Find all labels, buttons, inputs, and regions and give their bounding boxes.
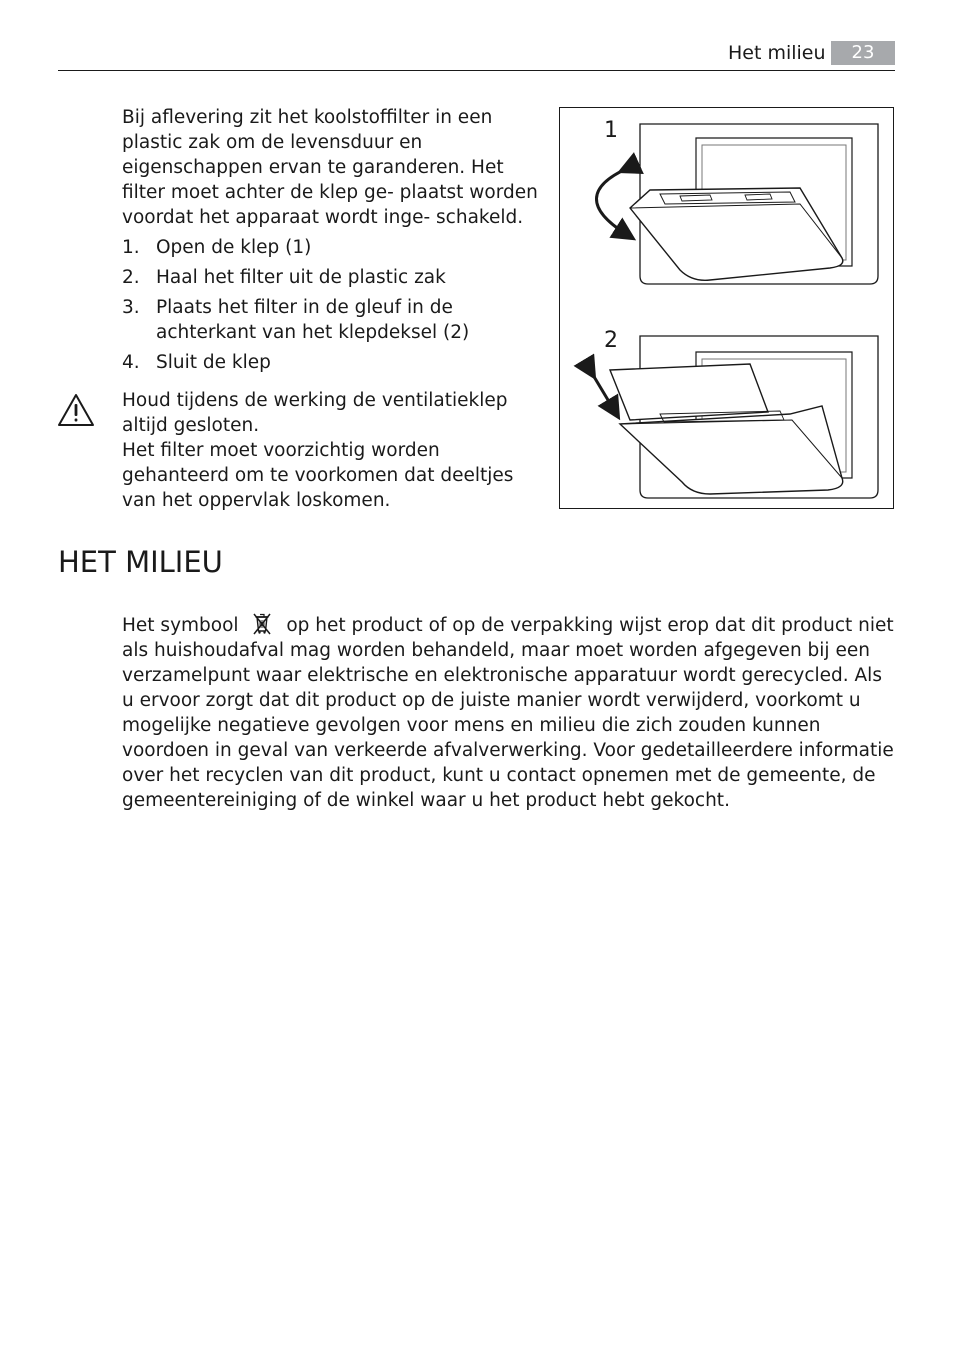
step-number: 2. <box>122 267 140 288</box>
environment-paragraph <box>122 611 897 813</box>
step-number: 3. <box>122 297 140 318</box>
header-rule <box>58 70 895 71</box>
list-item <box>122 350 552 375</box>
filter-insert-drawing <box>590 336 878 498</box>
environment-text-start: Het symbool <box>122 615 239 636</box>
step-number: 4. <box>122 352 140 373</box>
figure-label-2: 2 <box>604 328 618 353</box>
intro-paragraph: Bij aflevering zit het koolstoffilter in een plastic zak om de levensduur en eigenschappen ervan te garanderen. Het filter moet achter de klep ge- plaatst worden voordat het apparaat wordt inge- schakeld. <box>122 107 538 228</box>
page-number: 23 <box>831 41 895 65</box>
list-item <box>122 235 552 260</box>
section-heading: HET MILIEU <box>58 545 223 579</box>
filter-illustration <box>559 107 894 509</box>
warning-text <box>122 388 552 513</box>
warning-line-2: Het filter moet voorzichtig worden gehanteerd om te voorkomen dat deeltjes van het oppervlak loskomen. <box>122 440 514 511</box>
step-text: Sluit de klep <box>156 352 271 373</box>
hood-drawing <box>560 108 893 508</box>
warning-line-1: Houd tijdens de werking de ventilatieklep altijd gesloten. <box>122 390 508 436</box>
step-list <box>122 235 552 375</box>
step-text: Haal het filter uit de plastic zak <box>156 267 446 288</box>
list-item <box>122 295 552 345</box>
weee-crossed-bin-icon <box>250 611 274 635</box>
step-text: Plaats het filter in de gleuf in de achterkant van het klepdeksel (2) <box>156 297 470 343</box>
step-text: Open de klep (1) <box>156 237 312 258</box>
list-item <box>122 265 552 290</box>
environment-text-rest: op het product of op de verpakking wijst erop dat dit product niet als huishoudafval mag worden behandeld, maar moet worden afgegeven bij een verzamelpunt waar elektrische en elektronische apparatuur wordt gerecycled. Als u ervoor zorgt dat dit product op de juiste manier wordt verwijderd, voorkomt u mogelijke negatieve gevolgen voor mens en milieu die zich zouden kunnen voordoen in geval van verkeerde afvalverwerking. Voor gedetailleerdere informatie over het recyclen van dit product, kunt u contact opnemen met de gemeente, de gemeentereiniging of de winkel waar u het product hebt gekocht. <box>122 615 894 811</box>
header-section-title: Het milieu <box>728 42 826 64</box>
figure-label-1: 1 <box>604 118 618 143</box>
warning-triangle-icon <box>57 393 95 427</box>
open-flap-drawing <box>596 124 878 284</box>
step-number: 1. <box>122 237 140 258</box>
